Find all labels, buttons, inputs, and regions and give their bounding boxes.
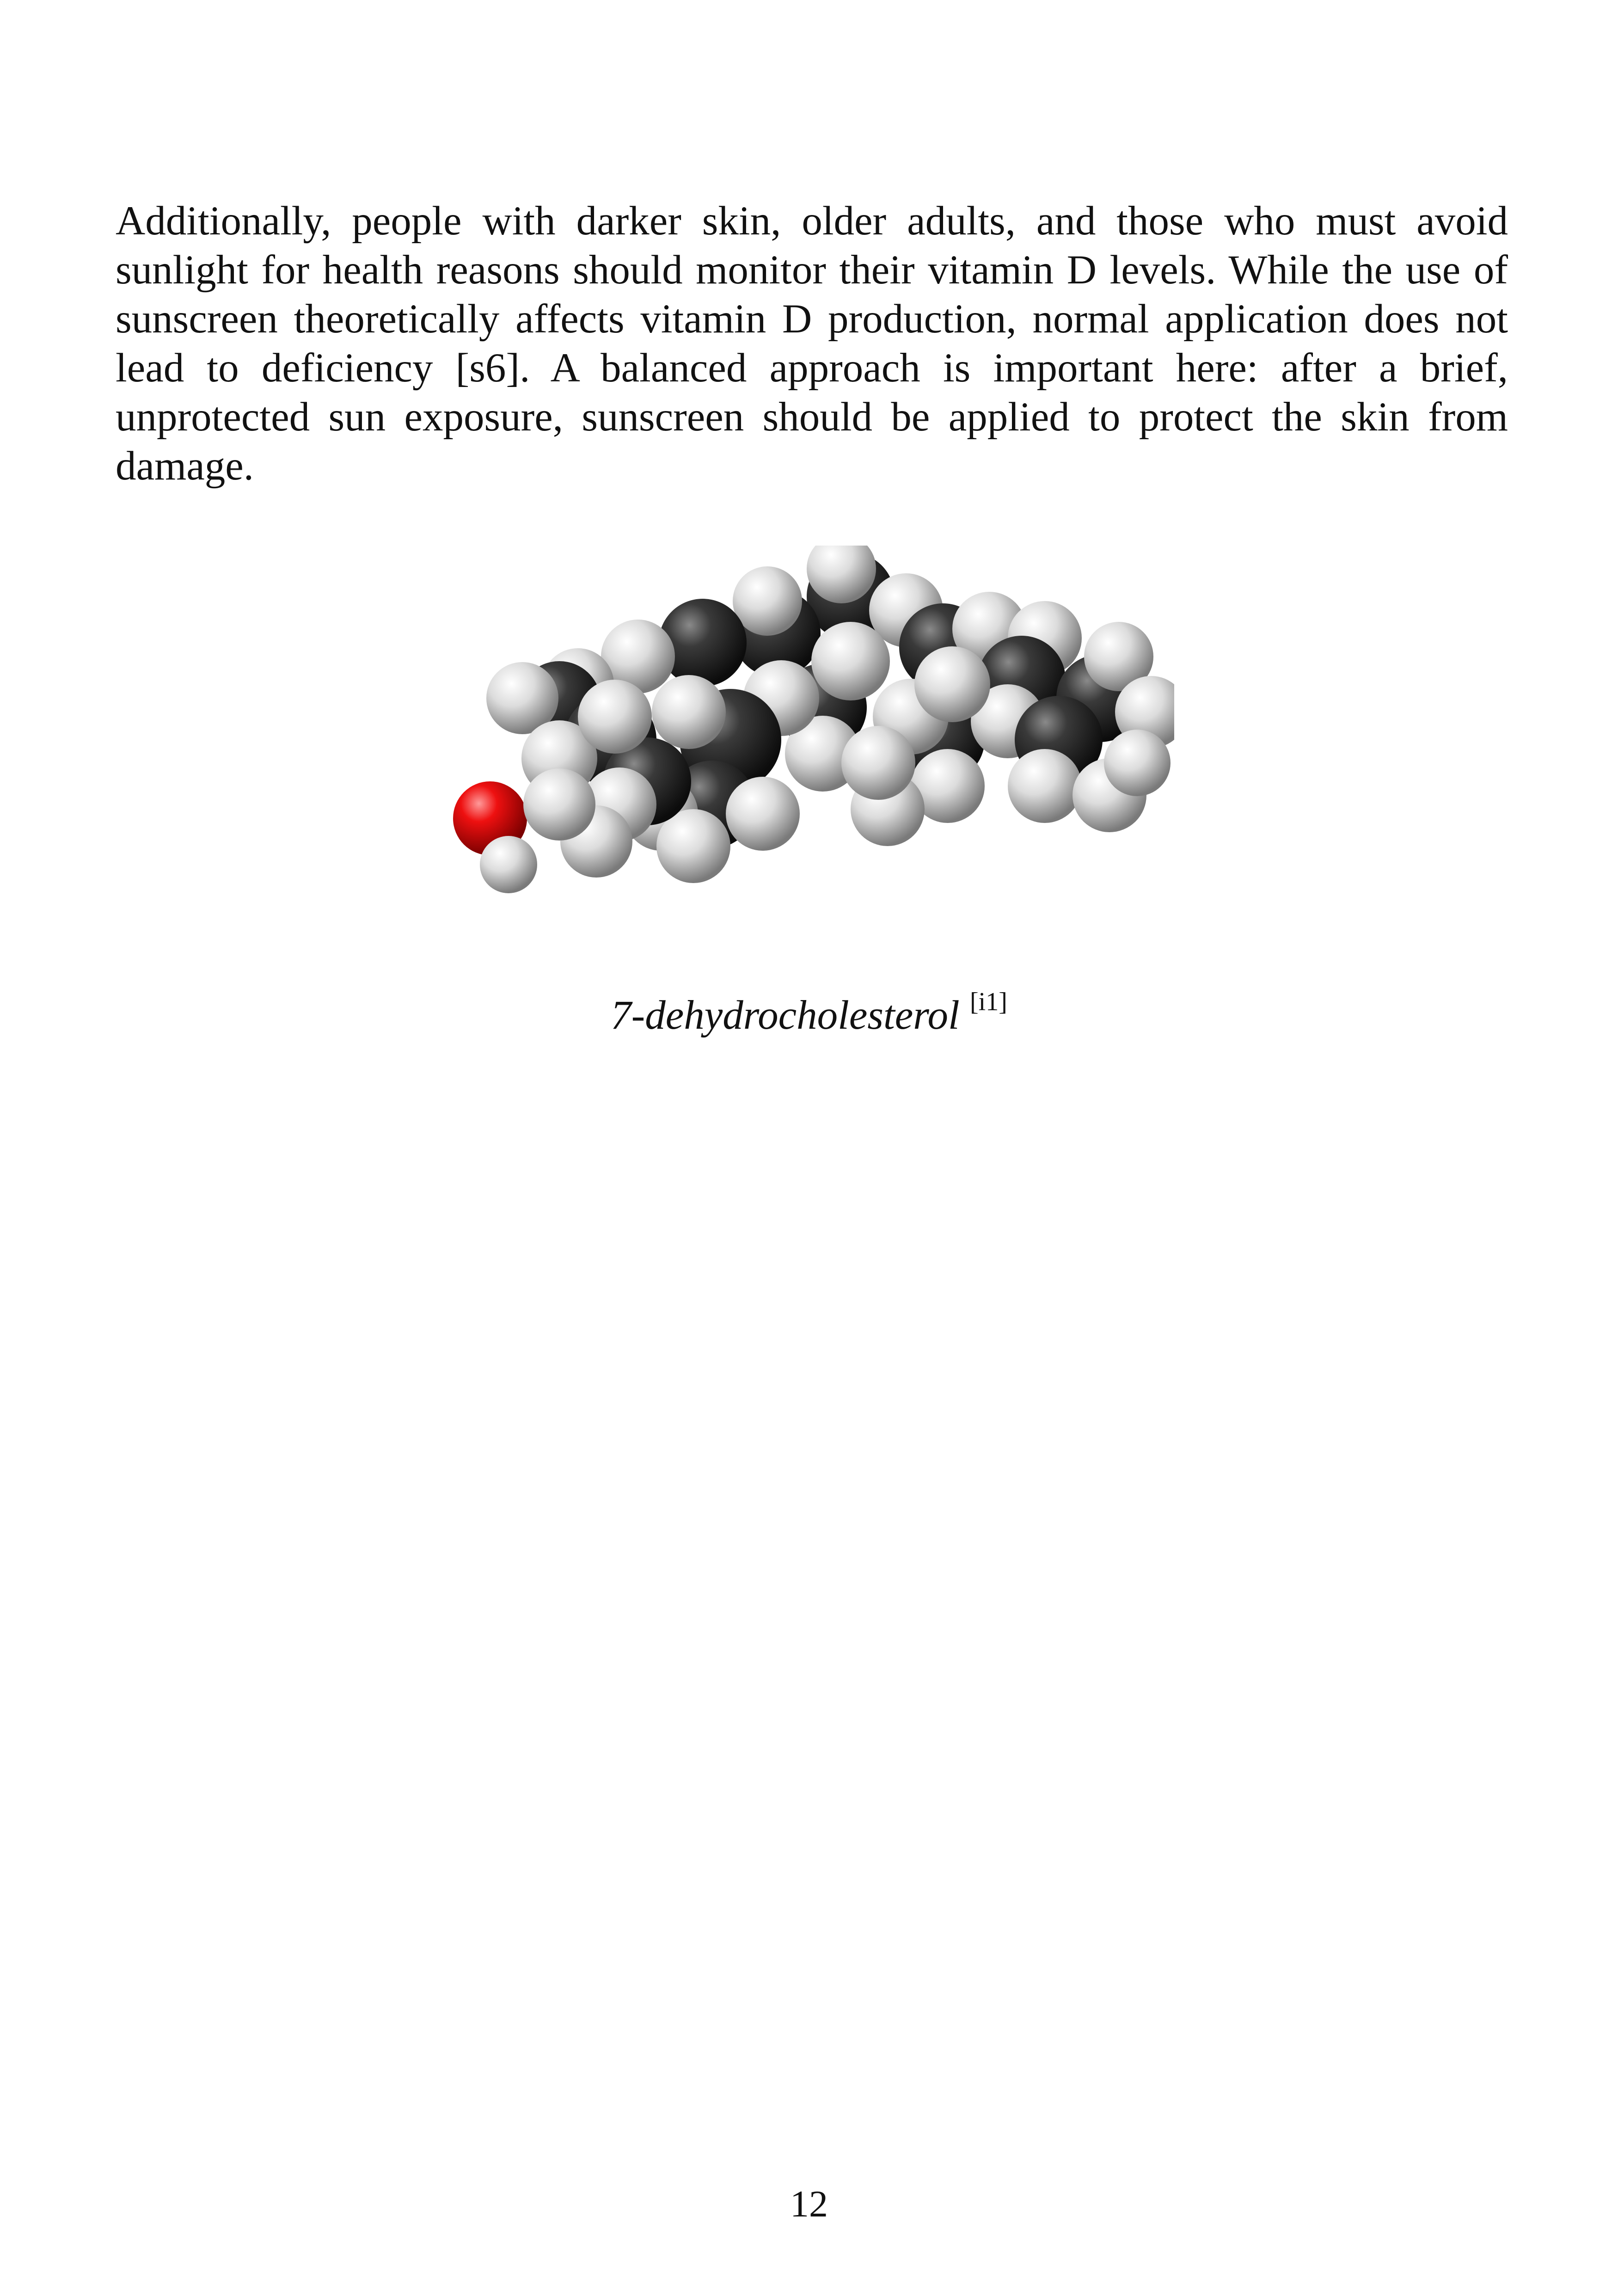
hydrogen-atom: [811, 622, 890, 700]
hydrogen-atom: [841, 726, 915, 800]
hydrogen-atom: [480, 836, 537, 893]
molecule-space-filling-model: [444, 546, 1174, 943]
figure-caption: [0, 988, 1618, 1039]
hydrogen-atom: [578, 680, 652, 754]
hydrogen-atom: [652, 675, 726, 749]
hydrogen-atom: [733, 566, 802, 636]
hydrogen-atom: [726, 777, 800, 851]
molecule-figure: [444, 546, 1174, 943]
body-paragraph: Additionally, people with darker skin, older adults, and those who must avoid sunlight for health reasons should monitor their vitamin D levels. While the use of sunscreen theoretically affects vitamin D production, normal application does not lead to deficiency [s6]. A balanced approach is important here: after a brief, unprotected sun exposure, sunscreen should be applied to protect the skin from damage.: [116, 198, 1508, 489]
hydrogen-atom: [914, 646, 990, 722]
hydrogen-atom: [523, 768, 595, 841]
caption-reference: [i1]: [970, 988, 1007, 1016]
hydrogen-atom: [1104, 730, 1171, 796]
hydrogen-atom: [1008, 749, 1082, 823]
page-number: 12: [790, 2183, 828, 2225]
caption-text: 7-dehydrocholesterol: [611, 993, 960, 1038]
